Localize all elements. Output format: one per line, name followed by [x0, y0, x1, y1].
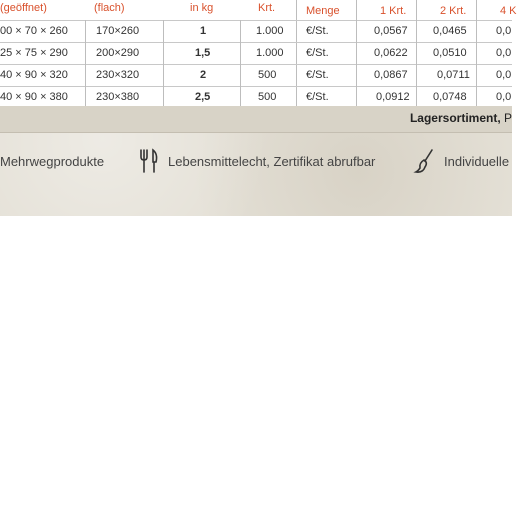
header-flat: (flach) [94, 2, 125, 14]
dim-opened: 25 × 75 × 290 [0, 47, 68, 59]
qty-per-box: 1.000 [256, 25, 284, 37]
header-1-box: 1 Krt. [380, 5, 407, 17]
price-2-box: 0,0711 [437, 69, 470, 81]
column-divider [240, 20, 241, 106]
table-row [296, 64, 512, 86]
header-4-box: 4 K [500, 5, 517, 17]
dim-opened: 40 × 90 × 380 [0, 91, 68, 103]
dim-flat: 170×260 [96, 25, 140, 37]
qty-per-box: 500 [258, 69, 277, 81]
unit: €/St. [306, 69, 329, 81]
price-4-box: 0,0 [496, 91, 512, 103]
weight-value: 1 [200, 25, 207, 37]
table-row [0, 86, 296, 108]
dim-flat: 230×320 [96, 69, 140, 81]
qty-per-box: 1.000 [256, 47, 284, 59]
column-divider [163, 20, 164, 106]
column-divider [416, 0, 417, 106]
feature-label: Lebensmittelecht, Zertifikat abrufbar [168, 153, 376, 169]
header-quantity: Menge [306, 5, 340, 17]
dim-opened: 00 × 70 × 260 [0, 25, 68, 37]
header-2-box: 2 Krt. [440, 5, 467, 17]
brush-icon [414, 148, 436, 174]
price-header-row [296, 0, 517, 20]
column-divider [476, 0, 477, 106]
feature-reusable [0, 146, 104, 176]
table-row [296, 20, 512, 42]
feature-label: Individuelle [444, 153, 510, 169]
column-divider [85, 20, 86, 106]
header-weight: in kg [190, 2, 214, 14]
assortment-strip [0, 106, 512, 133]
price-4-box: 0,0 [496, 25, 512, 37]
column-divider [356, 0, 357, 106]
dim-flat: 200×290 [96, 47, 140, 59]
header-per-box: Krt. [258, 2, 276, 14]
price-sheet [0, 0, 517, 216]
assortment-label: Lagersortiment, [409, 111, 501, 125]
dim-opened: 40 × 90 × 320 [0, 69, 68, 81]
price-2-box: 0,0465 [433, 25, 467, 37]
price-1-box: 0,0867 [374, 69, 408, 81]
unit: €/St. [306, 47, 329, 59]
feature-custom [414, 146, 509, 176]
price-1-box: 0,0567 [374, 25, 408, 37]
header-opened: (geöffnet) [0, 2, 47, 14]
price-1-box: 0,0912 [376, 91, 410, 103]
table-row [296, 86, 512, 108]
fork-knife-icon [138, 148, 160, 174]
price-4-box: 0,0 [496, 69, 512, 81]
assortment-rest: P [500, 111, 512, 125]
feature-food-safe [138, 146, 375, 176]
price-2-box: 0,0510 [433, 47, 467, 59]
weight-value: 2,5 [195, 91, 211, 103]
table-row [296, 42, 512, 64]
feature-label: Mehrwegprodukte [0, 153, 105, 169]
assortment-note [410, 111, 512, 125]
price-4-box: 0,0 [496, 47, 512, 59]
price-1-box: 0,0622 [374, 47, 408, 59]
dim-flat: 230×380 [96, 91, 140, 103]
price-2-box: 0,0748 [433, 91, 467, 103]
unit: €/St. [306, 91, 329, 103]
table-row [0, 20, 296, 42]
dimensions-header-row [0, 0, 296, 20]
weight-value: 1,5 [195, 47, 211, 59]
unit: €/St. [306, 25, 329, 37]
qty-per-box: 500 [258, 91, 277, 103]
table-row [0, 64, 296, 86]
weight-value: 2 [200, 69, 207, 81]
table-row [0, 42, 296, 64]
features-band [0, 106, 512, 216]
